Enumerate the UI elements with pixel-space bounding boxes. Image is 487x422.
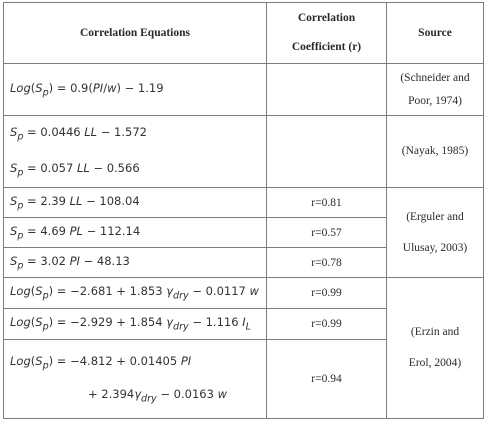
coefficient-cell bbox=[267, 116, 387, 188]
header-row bbox=[4, 3, 484, 64]
coefficient-cell bbox=[267, 64, 387, 116]
equation-cell bbox=[4, 188, 267, 218]
source-cell: (Erguler and Ulusay, 2003) bbox=[387, 188, 484, 278]
equation: $S_p = 2.39$ LL − 108.04 bbox=[10, 193, 140, 212]
header-coefficient-line2: Coefficient (r) bbox=[291, 41, 362, 53]
coefficient-cell: r=0.57 bbox=[267, 218, 387, 248]
equation-cell bbox=[4, 218, 267, 248]
equation: $S_p = 0.057$ LL − 0.566 bbox=[10, 160, 140, 178]
equation: $S_p = 4.69$ PL − 112.14 bbox=[10, 223, 141, 242]
equation: $S_p = 3.02$ PI − 48.13 bbox=[10, 253, 130, 272]
equation-cell bbox=[4, 309, 267, 340]
table-row bbox=[4, 116, 484, 188]
equation: $Log(S_p) = 0.9(PI/w) - 1.19$ bbox=[10, 80, 164, 99]
coefficient-cell: r=0.78 bbox=[267, 248, 387, 278]
correlation-table bbox=[3, 2, 484, 419]
table-row bbox=[4, 64, 484, 116]
header-equations: Correlation Equations bbox=[4, 3, 267, 64]
equation-cell bbox=[4, 248, 267, 278]
coefficient-cell: r=0.99 bbox=[267, 309, 387, 340]
header-coefficient-line1: Correlation bbox=[297, 12, 356, 24]
equation-cell bbox=[4, 116, 267, 188]
equation: $Log(S_p) = -2.929 + 1.854$ $\gamma_{dry} - 1.116$ $I_L$ bbox=[10, 315, 251, 333]
table-row bbox=[4, 278, 484, 309]
equation: $S_p = 0.0446$ LL − 1.572 bbox=[10, 125, 147, 143]
coefficient-cell: r=0.94 bbox=[267, 340, 387, 419]
equation-cell bbox=[4, 340, 267, 419]
source-cell: (Schneider and Poor, 1974) bbox=[387, 64, 484, 116]
equation-continuation: + $2.394\gamma_{dry} - 0.0163$ w bbox=[88, 387, 227, 405]
header-coefficient bbox=[267, 3, 387, 64]
source-cell: (Nayak, 1985) bbox=[387, 116, 484, 188]
header-source: Source bbox=[387, 3, 484, 64]
equation: $Log(S_p) = -2.681 + 1.853$ $\gamma_{dry} - 0.0117$ w bbox=[10, 284, 259, 302]
equation: $Log(S_p) = -4.812 + 0.01405$ PI bbox=[10, 353, 192, 371]
coefficient-cell: r=0.99 bbox=[267, 278, 387, 309]
equation-cell bbox=[4, 64, 267, 116]
table-row bbox=[4, 188, 484, 218]
equation-cell bbox=[4, 278, 267, 309]
source-cell: (Erzin and Erol, 2004) bbox=[387, 278, 484, 419]
coefficient-cell: r=0.81 bbox=[267, 188, 387, 218]
